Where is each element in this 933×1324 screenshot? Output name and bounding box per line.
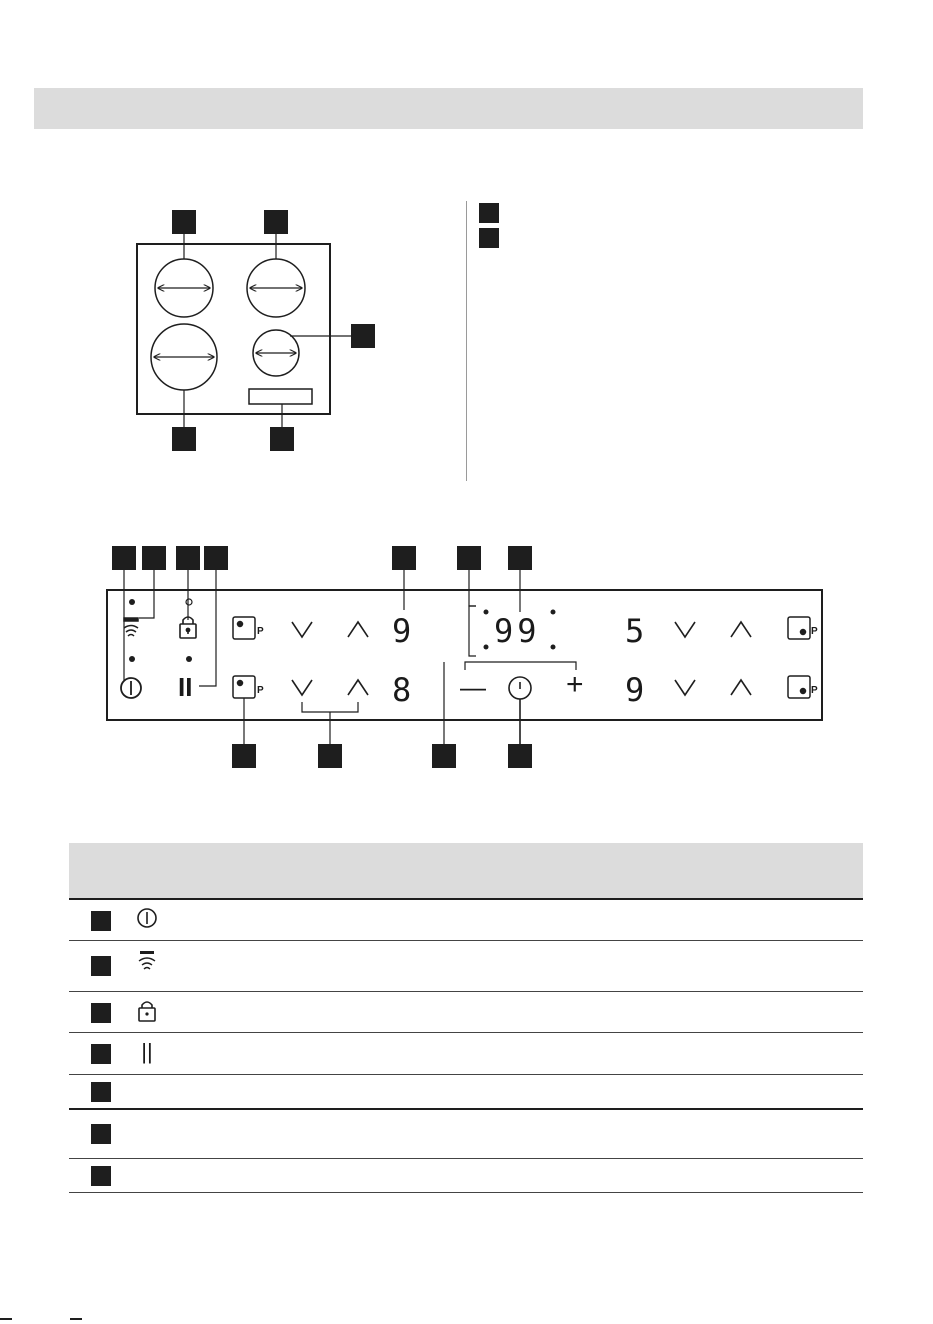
power-boost-icon	[788, 676, 810, 698]
row-number-marker	[91, 1003, 111, 1023]
hood-link-icon	[124, 618, 138, 636]
row-number-marker	[91, 956, 111, 976]
level-display-bottom-left: 8	[392, 671, 412, 709]
timer-plus-button[interactable]: +	[566, 668, 584, 701]
level-display-bottom-right: 9	[625, 671, 645, 709]
power-icon	[135, 906, 159, 930]
table-row	[69, 941, 863, 992]
row-number-marker	[91, 1044, 111, 1064]
table-header	[69, 843, 863, 900]
hood-link-icon	[135, 949, 159, 973]
up-arrow-icon	[348, 680, 368, 695]
footer-mark	[0, 1318, 12, 1320]
timer-minus-button[interactable]: —	[460, 672, 486, 702]
lock-icon	[180, 617, 196, 638]
power-boost-icon	[233, 676, 255, 698]
timer-display: 99	[494, 612, 541, 650]
table-row	[69, 900, 863, 941]
power-boost-icon	[788, 617, 810, 639]
down-arrow-icon	[292, 622, 312, 637]
footer-mark	[70, 1318, 82, 1320]
row-number-marker	[91, 1124, 111, 1144]
callout-marker	[508, 744, 532, 768]
callout-marker	[432, 744, 456, 768]
row-number-marker	[91, 1082, 111, 1102]
level-display-top-right: 5	[625, 612, 645, 650]
table-row	[69, 1033, 863, 1075]
power-icon	[121, 678, 141, 698]
table-row	[69, 1075, 863, 1110]
level-display-top-left: 9	[392, 612, 412, 650]
callout-marker	[112, 546, 136, 570]
callout-marker	[508, 546, 532, 570]
table-row	[69, 1159, 863, 1193]
callout-marker	[392, 546, 416, 570]
down-arrow-icon	[675, 622, 695, 637]
callout-marker	[142, 546, 166, 570]
up-arrow-icon	[731, 680, 751, 695]
callout-marker	[232, 744, 256, 768]
boost-label: P	[811, 685, 818, 696]
table-row	[69, 1110, 863, 1159]
table-row	[69, 992, 863, 1033]
callout-marker	[176, 546, 200, 570]
power-boost-icon	[233, 617, 255, 639]
down-arrow-icon	[292, 680, 312, 695]
boost-label: P	[257, 626, 264, 637]
row-number-marker	[91, 1166, 111, 1186]
up-arrow-icon	[731, 622, 751, 637]
callout-marker	[457, 546, 481, 570]
callout-marker	[318, 744, 342, 768]
pause-icon: ||	[141, 1039, 153, 1064]
up-arrow-icon	[348, 622, 368, 637]
pause-button[interactable]: II	[178, 672, 193, 702]
callout-marker	[204, 546, 228, 570]
row-number-marker	[91, 911, 111, 931]
boost-label: P	[257, 685, 264, 696]
lock-icon	[135, 999, 159, 1023]
timer-icon	[509, 677, 531, 752]
down-arrow-icon	[675, 680, 695, 695]
boost-label: P	[811, 626, 818, 637]
